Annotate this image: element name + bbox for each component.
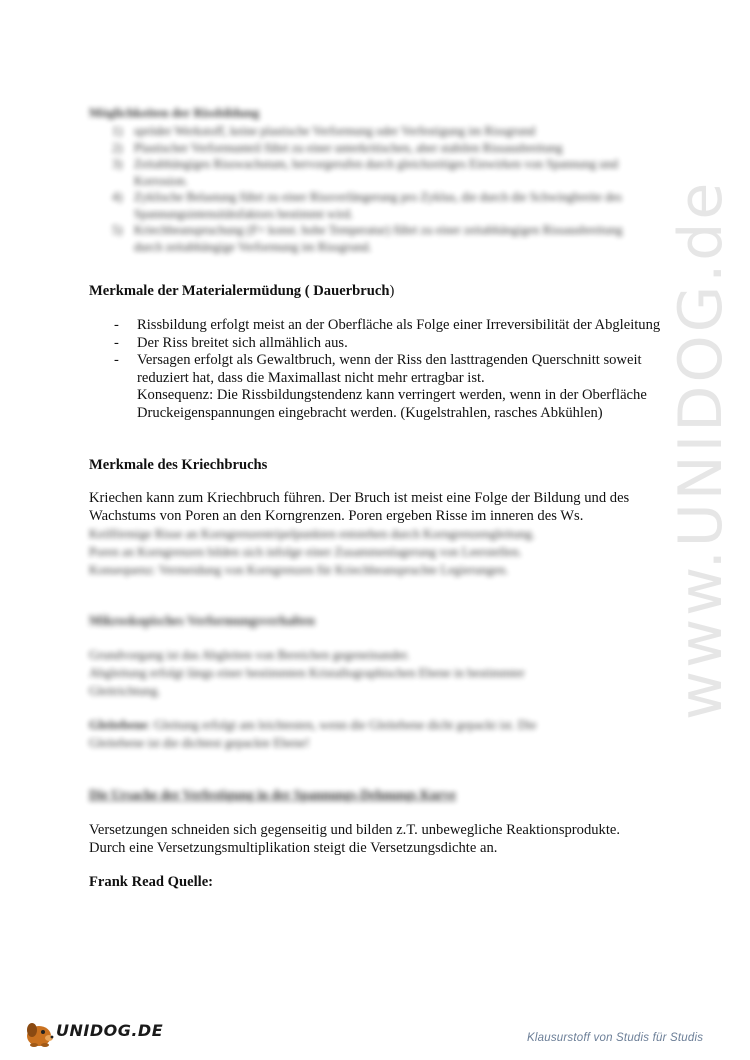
fatigue-bullet-3-line-2: reduziert hat, dass die Maximallast nicht mehr ertragbar ist.	[137, 370, 485, 386]
blurred-heading-1: Möglichkeiten der Rissbildung	[89, 105, 260, 120]
bullet-dash: -	[114, 317, 119, 333]
fatigue-consequence-line-2: Druckeigenspannungen eingebracht werden. (Kugelstrahlen, rasches Abkühlen)	[137, 405, 603, 421]
unidog-logo: UNIDOG.DE	[22, 1014, 162, 1050]
list-item: 5) Kriechbeanspruchung (F= konst. hohe Temperatur) führt zu einer zeitabhängigen Rissausbreitung durch zeitabhängige Verformung im Rissgrund.	[112, 223, 623, 254]
micro-line-4: Gleitebene: Gleitung erfolgt am leichtesten, wenn die Gleitebene dicht gepackt ist. Die	[89, 718, 537, 732]
blurred-heading-2: Mikroskopisches Verformungsverhalten	[89, 613, 315, 628]
creep-blurred-line-3: Konsequenz: Vermeidung von Korngrenzen für Kriechbeanspruchte Legierungen.	[89, 563, 509, 577]
heading-kriechbruch: Merkmale des Kriechbruchs	[89, 457, 268, 473]
list-item: 3) Zeitabhängiges Risswachstum, hervorgerufen durch gleichzeitiges Einwirken von Spannung und Korrosion.	[112, 157, 619, 188]
heading-frank-read: Frank Read Quelle:	[89, 874, 214, 890]
micro-line-3: Gleitrichtung.	[89, 684, 161, 698]
creep-blurred-line-2: Poren an Korngrenzen bilden sich infolge einer Zusammenlagerung von Leerstellen.	[89, 545, 522, 559]
creep-line-2: Wachstums von Poren an den Korngrenzen. Poren ergeben Risse im inneren des Ws.	[89, 508, 584, 524]
bullet-dash: -	[114, 335, 119, 351]
list-item: 4) Zyklische Belastung führt zu einer Rissverlängerung pro Zyklus, die durch die Schwingbreite des Spannungsintensitätsfaktors bestimmt wird.	[112, 190, 622, 221]
creep-blurred-line-1: Keilförmige Risse an Korngrenzentripelpunkten entstehen durch Korngrenzengleitung.	[89, 527, 535, 541]
bullet-dash: -	[114, 352, 119, 368]
footer-tagline: Klausurstoff von Studis für Studis	[527, 1032, 704, 1044]
heading-materialermuedung: Merkmale der Materialermüdung ( Dauerbruch)	[89, 283, 395, 299]
dislocation-line-2: Durch eine Versetzungsmultiplikation steigt die Versetzungsdichte an.	[89, 840, 498, 856]
micro-line-2: Abgleitung erfolgt längs einer bestimmten Kristallographischen Ebene in bestimmter	[89, 666, 525, 680]
fatigue-bullet-3-line-1: Versagen erfolgt als Gewaltbruch, wenn der Riss den lasttragenden Querschnitt soweit	[137, 352, 642, 368]
list-item: 1) spröder Werkstoff, keine plastische Verformung oder Verfestigung im Rissgrund	[112, 124, 536, 138]
blurred-list-1	[112, 123, 654, 255]
fatigue-consequence-line-1: Konsequenz: Die Rissbildungstendenz kann verringert werden, wenn in der Oberfläche	[137, 387, 647, 403]
dislocation-line-1: Versetzungen schneiden sich gegenseitig und bilden z.T. unbewegliche Reaktionsprodukte.	[89, 822, 621, 838]
micro-line-5: Gleitebene ist die dichtest gepackte Ebene!	[89, 736, 310, 750]
watermark: www.UNIDOG.de	[666, 179, 736, 720]
fatigue-bullet-1: Rissbildung erfolgt meist an der Oberfläche als Folge einer Irreversibilität der Abgleitung	[137, 317, 661, 333]
micro-line-1: Grundvorgang ist das Abgleiten von Bereichen gegeneinander.	[89, 648, 410, 662]
list-item: 2) Plastischer Verformunteil führt zu einer unterkritischen, aber stabilen Rissausbreitung	[112, 140, 563, 155]
fatigue-bullet-2: Der Riss breitet sich allmählich aus.	[137, 335, 348, 351]
blurred-heading-3: Die Ursache der Verfestigung in der Spannungs-Dehnungs Kurve	[89, 787, 456, 802]
creep-line-1: Kriechen kann zum Kriechbruch führen. Der Bruch ist meist eine Folge der Bildung und des	[89, 490, 630, 506]
